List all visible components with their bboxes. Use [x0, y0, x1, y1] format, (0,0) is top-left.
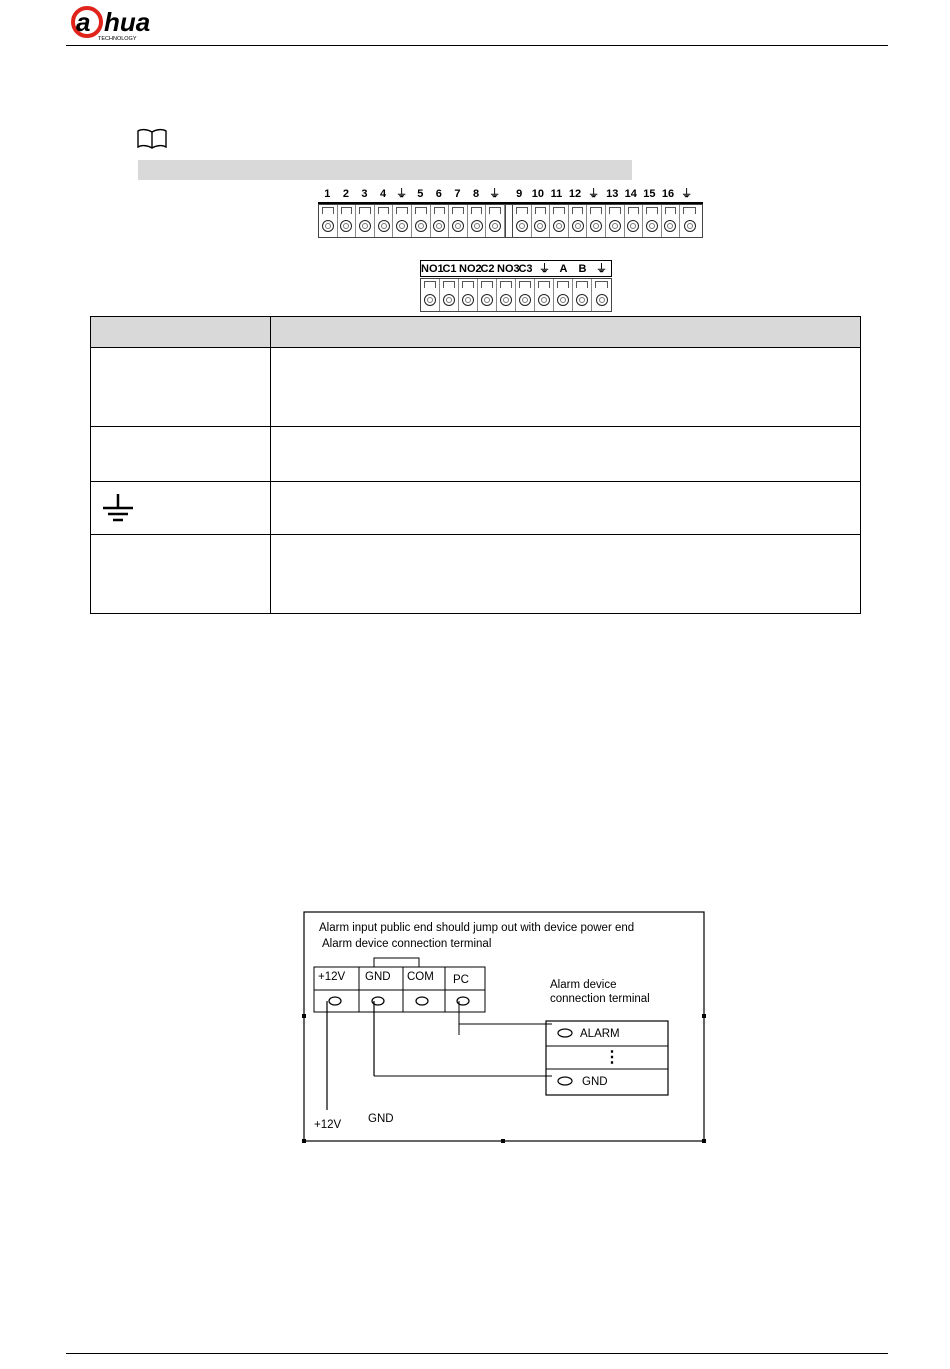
terminal-label: GND [365, 971, 391, 983]
port-spec-table [90, 316, 861, 614]
screw-icon [590, 220, 602, 232]
screw-icon [646, 220, 658, 232]
screw-icon [378, 220, 390, 232]
screw-icon [609, 220, 621, 232]
terminal-label: 7 [454, 188, 461, 200]
screw-icon [424, 294, 436, 306]
terminal-slot [592, 279, 611, 311]
terminal-slot [356, 205, 375, 237]
device-row-ellipsis: ⋮ [604, 1049, 620, 1066]
table-header-cell [271, 317, 861, 348]
table-cell [91, 427, 271, 482]
terminal-slot [375, 205, 394, 237]
terminal-label: 16 [661, 188, 675, 200]
screw-icon [462, 294, 474, 306]
screw-icon [538, 294, 550, 306]
terminal-label: C1 [442, 263, 457, 275]
screw-icon [557, 294, 569, 306]
terminal-label: B [578, 263, 587, 275]
device-row-gnd: GND [582, 1076, 608, 1088]
terminal-slot [319, 205, 338, 237]
screw-icon [433, 220, 445, 232]
screw-icon [489, 220, 501, 232]
terminal-label: NO3 [497, 263, 520, 275]
terminal-slot [431, 205, 450, 237]
brand-sub: TECHNOLOGY [98, 36, 137, 42]
screw-icon [516, 220, 528, 232]
terminal-slot [516, 279, 535, 311]
terminal-label: PC [453, 974, 469, 986]
handle [501, 1139, 505, 1143]
terminal-label: 11 [550, 188, 563, 200]
terminal-slot [412, 205, 431, 237]
alarm-output-terminal-strip [420, 260, 612, 315]
terminal-label: ⏚ [681, 188, 693, 200]
alarm-input-wiring-diagram [302, 910, 706, 1143]
terminal-slot [393, 205, 412, 237]
terminal-slot [486, 205, 505, 237]
screw-icon [500, 294, 512, 306]
terminal-slot [643, 205, 662, 237]
terminal-label: NO1 [421, 263, 444, 275]
terminal-label: 4 [380, 188, 387, 200]
terminal-label: NO2 [459, 263, 482, 275]
table-cell [91, 482, 271, 535]
terminal-label: 10 [531, 188, 544, 200]
terminal-label: 3 [361, 188, 368, 200]
screw-icon [664, 220, 676, 232]
note-book-icon [136, 128, 168, 150]
terminal-slot [421, 279, 440, 311]
svg-text:a: a [76, 7, 91, 37]
strip-gap [505, 205, 513, 237]
alarm-input-terminal-strip [318, 186, 703, 241]
device-label-1: Alarm device [550, 979, 617, 991]
terminal-slot [338, 205, 357, 237]
svg-text:hua: hua [104, 7, 151, 37]
terminal-slot [680, 205, 699, 237]
terminal-label: A [559, 263, 568, 275]
terminal-label: ⏚ [396, 188, 408, 200]
terminal-label: C3 [518, 263, 533, 275]
terminal-label: ⏚ [596, 263, 607, 275]
screw-icon [340, 220, 352, 232]
device-row-alarm: ALARM [580, 1028, 620, 1040]
terminal-label: 5 [417, 188, 424, 200]
screw-icon [443, 294, 455, 306]
terminal-label: C2 [480, 263, 495, 275]
footer-rule [66, 1353, 888, 1354]
handle [702, 1014, 706, 1018]
terminal-slot [440, 279, 459, 311]
terminal-slot [535, 279, 554, 311]
table-cell [271, 535, 861, 614]
terminal-label: 15 [643, 188, 656, 200]
terminal-label: 1 [324, 188, 331, 200]
ground-icon [101, 494, 135, 524]
screw-icon [396, 220, 408, 232]
terminal-label: ⏚ [489, 188, 501, 200]
terminal-label: 2 [342, 188, 349, 200]
screw-icon [553, 220, 565, 232]
terminal-slot [606, 205, 625, 237]
terminal-slot [459, 279, 478, 311]
terminal-label: ⏚ [539, 263, 550, 275]
screw-icon [572, 220, 584, 232]
table-cell [91, 348, 271, 427]
device-label-2: connection terminal [550, 993, 650, 1005]
table-row [91, 482, 861, 535]
table-row [91, 348, 861, 427]
screw-icon [359, 220, 371, 232]
terminal-label: 9 [516, 188, 523, 200]
screw-icon [452, 220, 464, 232]
table-header-row [91, 317, 861, 348]
terminal-slot [554, 279, 573, 311]
screw-icon [576, 294, 588, 306]
terminal-slot [573, 279, 592, 311]
terminal-label: +12V [318, 971, 346, 983]
wire-label-gnd: GND [368, 1113, 394, 1125]
terminal-slot [625, 205, 644, 237]
terminal-label: COM [407, 971, 434, 983]
terminal-label: 8 [472, 188, 480, 200]
terminal-slot [532, 205, 551, 237]
handle [302, 1139, 306, 1143]
table-cell [271, 482, 861, 535]
terminal-slot [497, 279, 516, 311]
terminal-slot [550, 205, 569, 237]
terminal-label: ⏚ [588, 188, 600, 200]
terminal-label: 6 [435, 188, 442, 200]
table-cell [91, 535, 271, 614]
terminal-label: 14 [624, 188, 637, 200]
terminal-slot [478, 279, 497, 311]
table-header-cell [91, 317, 271, 348]
terminal-slot [449, 205, 468, 237]
terminal-slot [569, 205, 588, 237]
terminal-slot [468, 205, 487, 237]
table-row [91, 535, 861, 614]
header-rule [66, 45, 888, 46]
table-row [91, 427, 861, 482]
dahua-logo [70, 4, 192, 42]
handle [302, 1014, 306, 1018]
diagram-caption-1: Alarm input public end should jump out with device power end [319, 922, 635, 934]
terminal-slot [587, 205, 606, 237]
terminal-label: 13 [606, 188, 619, 200]
screw-icon [534, 220, 546, 232]
screw-icon [596, 294, 608, 306]
handle [702, 1139, 706, 1143]
screw-icon [415, 220, 427, 232]
terminal-slot [513, 205, 532, 237]
wire-label-12v: +12V [314, 1119, 342, 1131]
note-highlight-bar [138, 160, 632, 180]
screw-icon [481, 294, 493, 306]
terminal-label: 12 [568, 188, 582, 200]
terminal-slot [662, 205, 681, 237]
diagram-caption-2: Alarm device connection terminal [322, 938, 492, 950]
screw-icon [627, 220, 639, 232]
screw-icon [322, 220, 334, 232]
table-cell [271, 427, 861, 482]
screw-icon [471, 220, 483, 232]
screw-icon [684, 220, 696, 232]
screw-icon [519, 294, 531, 306]
table-cell [271, 348, 861, 427]
